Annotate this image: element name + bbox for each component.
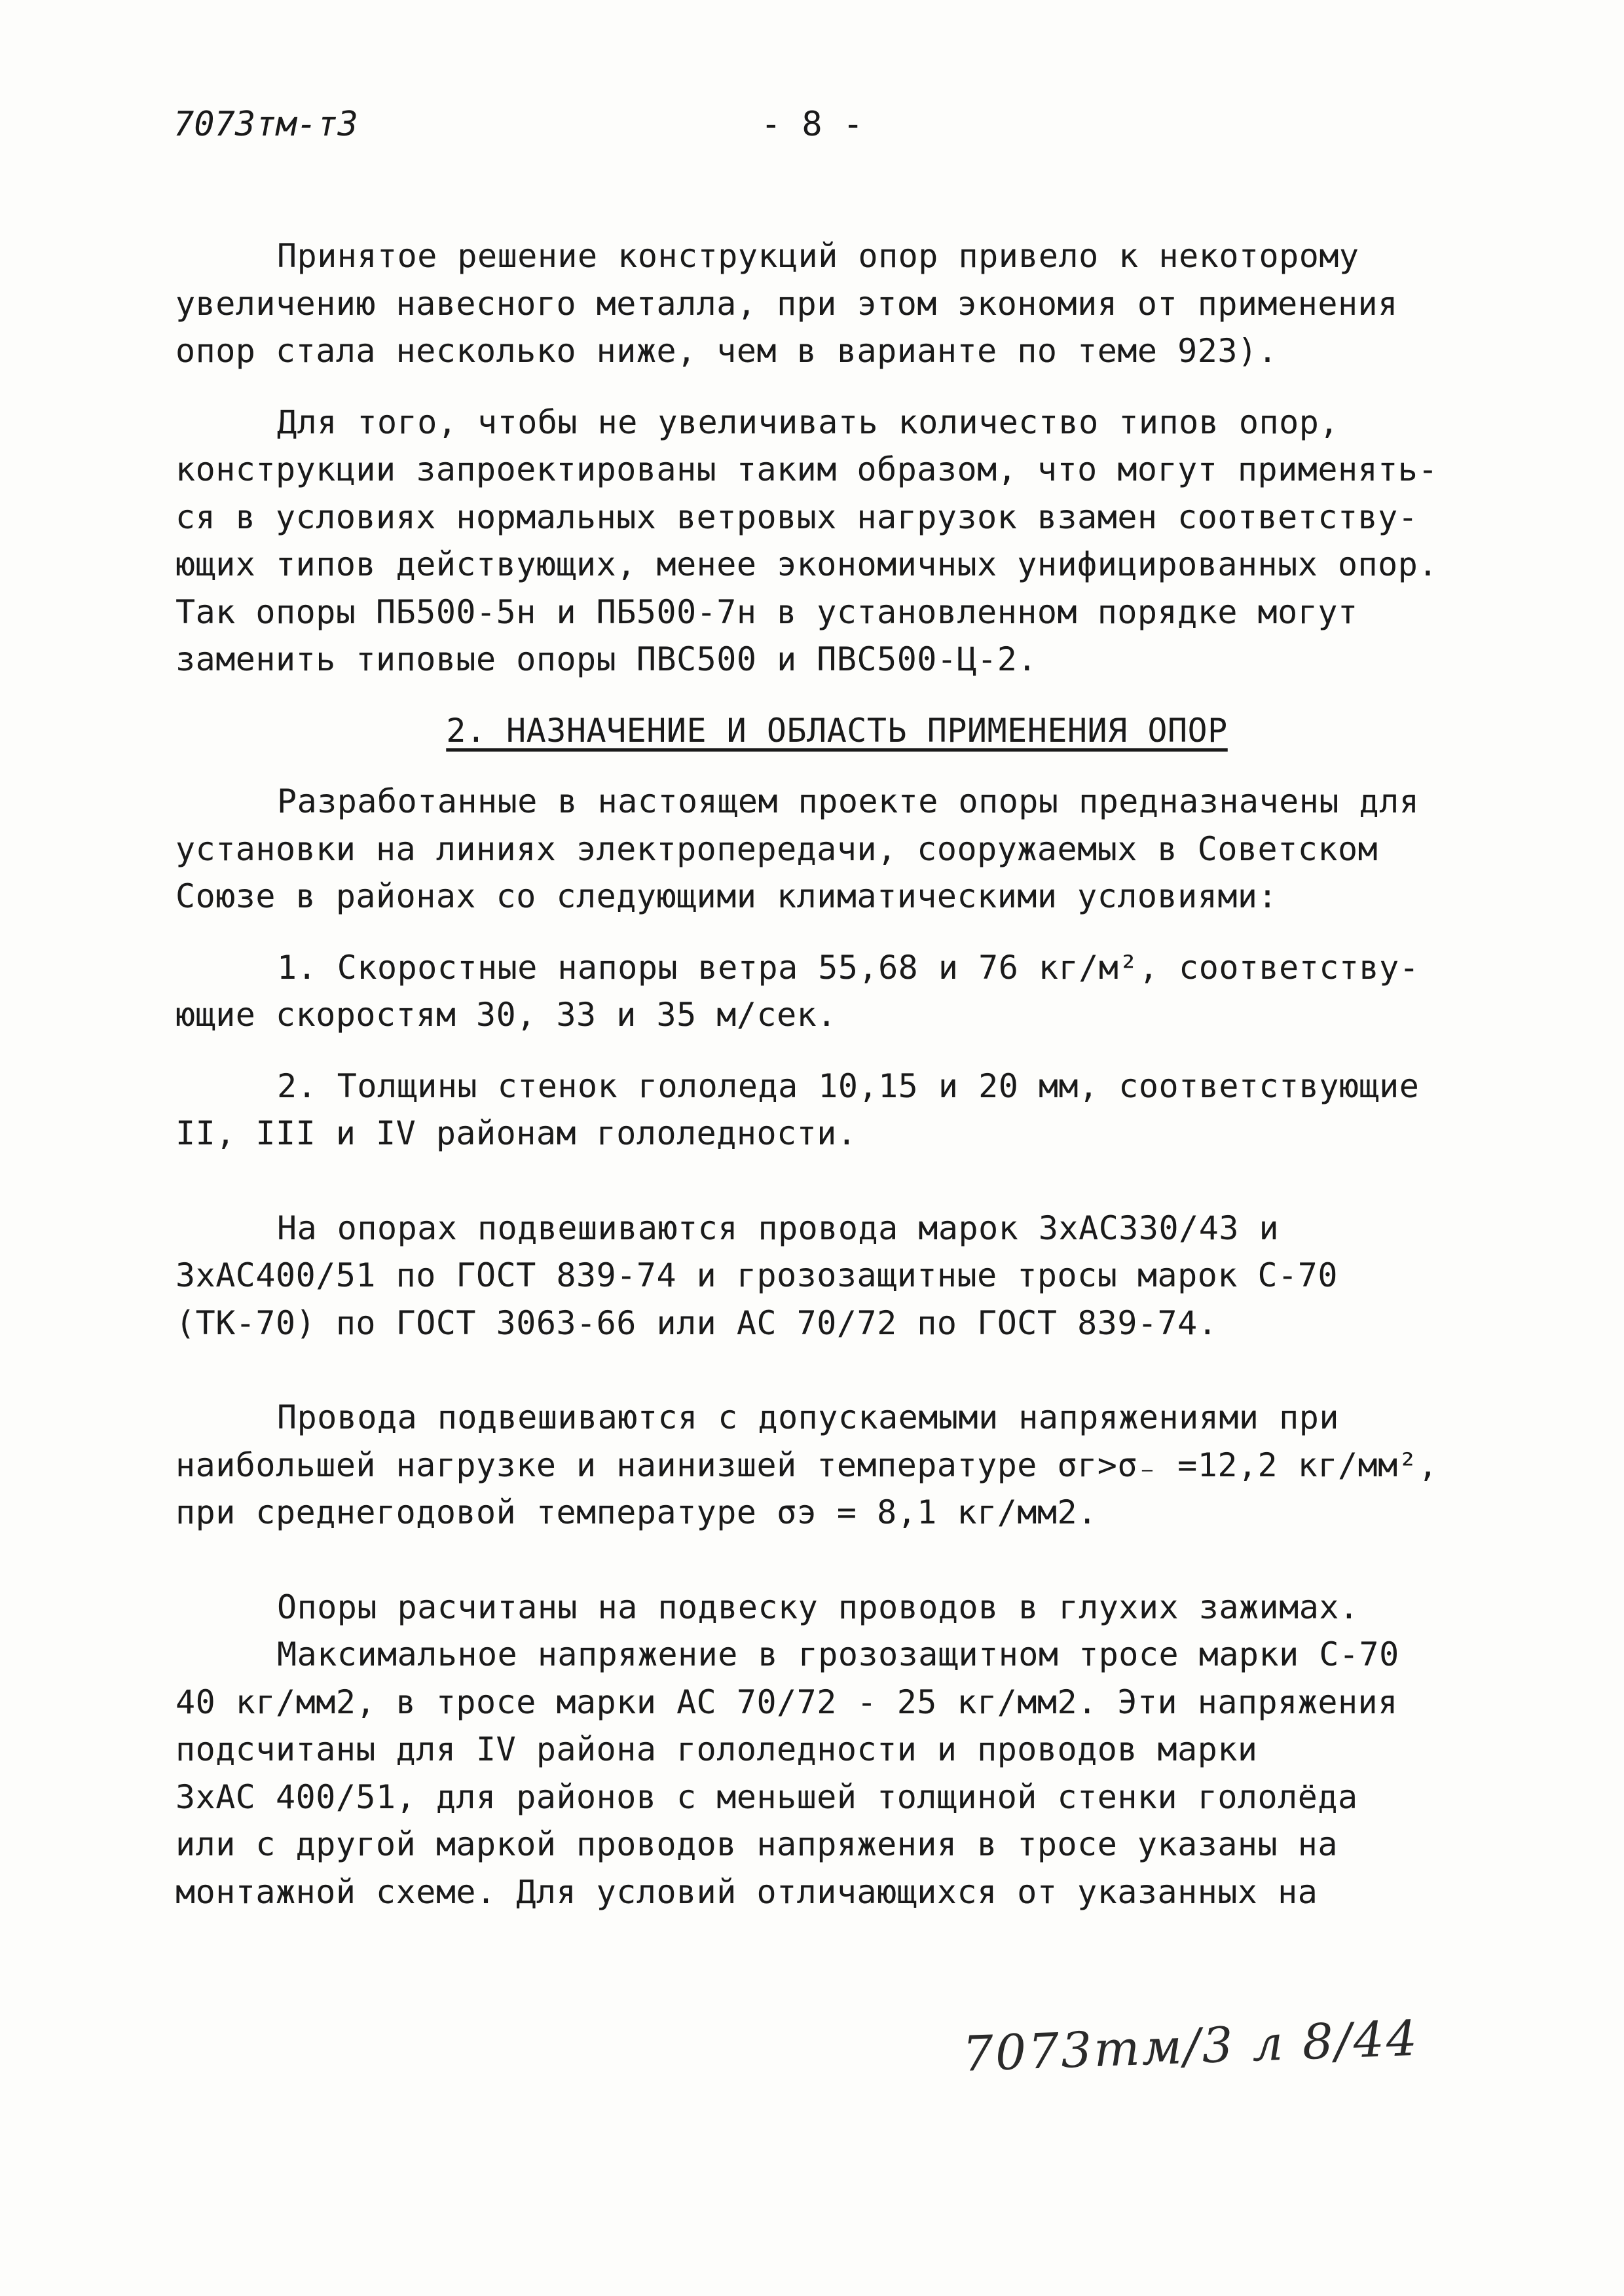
text-line: опор стала несколько ниже, чем в варианте по теме 923). [175,332,1278,370]
text-line: конструкции запроектированы таким образом, что могут применять- [175,450,1438,488]
text-line: II, III и IV районам гололедности. [175,1114,857,1152]
text-line: установки на линиях электропередачи, сооружаемых в Советском [175,829,1378,868]
text-line: Провода подвешиваются с допускаемыми напряжениями при [277,1398,1339,1436]
text-line: На опорах подвешиваются провода марок 3хАС330/43 и [277,1209,1280,1247]
paragraph-purpose [175,778,1439,920]
text-line: 3хАС400/51 по ГОСТ 839-74 и грозозащитные тросы марок С-70 [175,1256,1338,1294]
text-line: увеличению навесного металла, при этом экономия от применения [175,284,1398,323]
paragraph-ice-conditions [175,1063,1439,1157]
paragraph-wind-conditions [175,944,1439,1039]
text-line: Так опоры ПБ500-5н и ПБ500-7н в установленном порядке могут [175,592,1358,631]
document-code: 7073тм-т3 [174,105,358,144]
text-line: наибольшей нагрузке и наинизшей температуре σг>σ₋ =12,2 кг/мм², [175,1446,1438,1484]
text-line: 40 кг/мм2, в тросе марки АС 70/72 - 25 кг/мм2. Эти напряжения [175,1683,1398,1721]
text-line: Максимальное напряжение в грозозащитном тросе марки С-70 [277,1635,1399,1673]
text-line: ся в условиях нормальных ветровых нагрузок взамен соответству- [175,498,1418,536]
text-line: при среднегодовой температуре σэ = 8,1 кг/мм2. [175,1493,1098,1531]
paragraph-calculation [175,1584,1439,1916]
handwritten-archive-note: 7073тм/3 л 8/44 [961,2010,1420,2083]
text-line: Опоры расчитаны на подвеску проводов в глухих зажимах. [277,1588,1359,1626]
document-body [175,232,1439,1916]
paragraph-tensions [175,1394,1439,1537]
text-line: 3хАС 400/51, для районов с меньшей толщиной стенки гололёда [175,1777,1358,1816]
text-line: Союзе в районах со следующими климатическими условиями: [175,877,1278,915]
text-line: Разработанные в настоящем проекте опоры предназначены для [277,782,1420,820]
text-line: ющие скоростям 30, 33 и 35 м/сек. [175,996,837,1034]
paragraph-conductors [175,1205,1439,1347]
paragraph-support-types [175,399,1439,683]
page-number: - 8 - [760,105,864,144]
text-line: 1. Скоростные напоры ветра 55,68 и 76 кг/м², соответству- [277,948,1420,987]
text-line: заменить типовые опоры ПВС500 и ПВС500-Ц-2. [175,640,1037,678]
section-heading: 2. НАЗНАЧЕНИЕ И ОБЛАСТЬ ПРИМЕНЕНИЯ ОПОР [446,711,1228,750]
paragraph-design-decision [175,232,1439,375]
text-line: ющих типов действующих, менее экономичных унифицированных опор. [175,545,1438,583]
text-line: Принятое решение конструкций опор привело к некоторому [277,237,1359,275]
text-line: или с другой маркой проводов напряжения в тросе указаны на [175,1825,1338,1863]
text-line: Для того, чтобы не увеличивать количество типов опор, [277,403,1339,441]
text-line: монтажной схеме. Для условий отличающихся от указанных на [175,1872,1318,1911]
text-line: (ТК-70) по ГОСТ 3063-66 или АС 70/72 по ГОСТ 839-74. [175,1303,1218,1342]
page-header [174,105,1450,157]
text-line: подсчитаны для IV района гололедности и проводов марки [175,1730,1258,1768]
text-line: 2. Толщины стенок гололеда 10,15 и 20 мм, соответствующие [277,1066,1420,1105]
